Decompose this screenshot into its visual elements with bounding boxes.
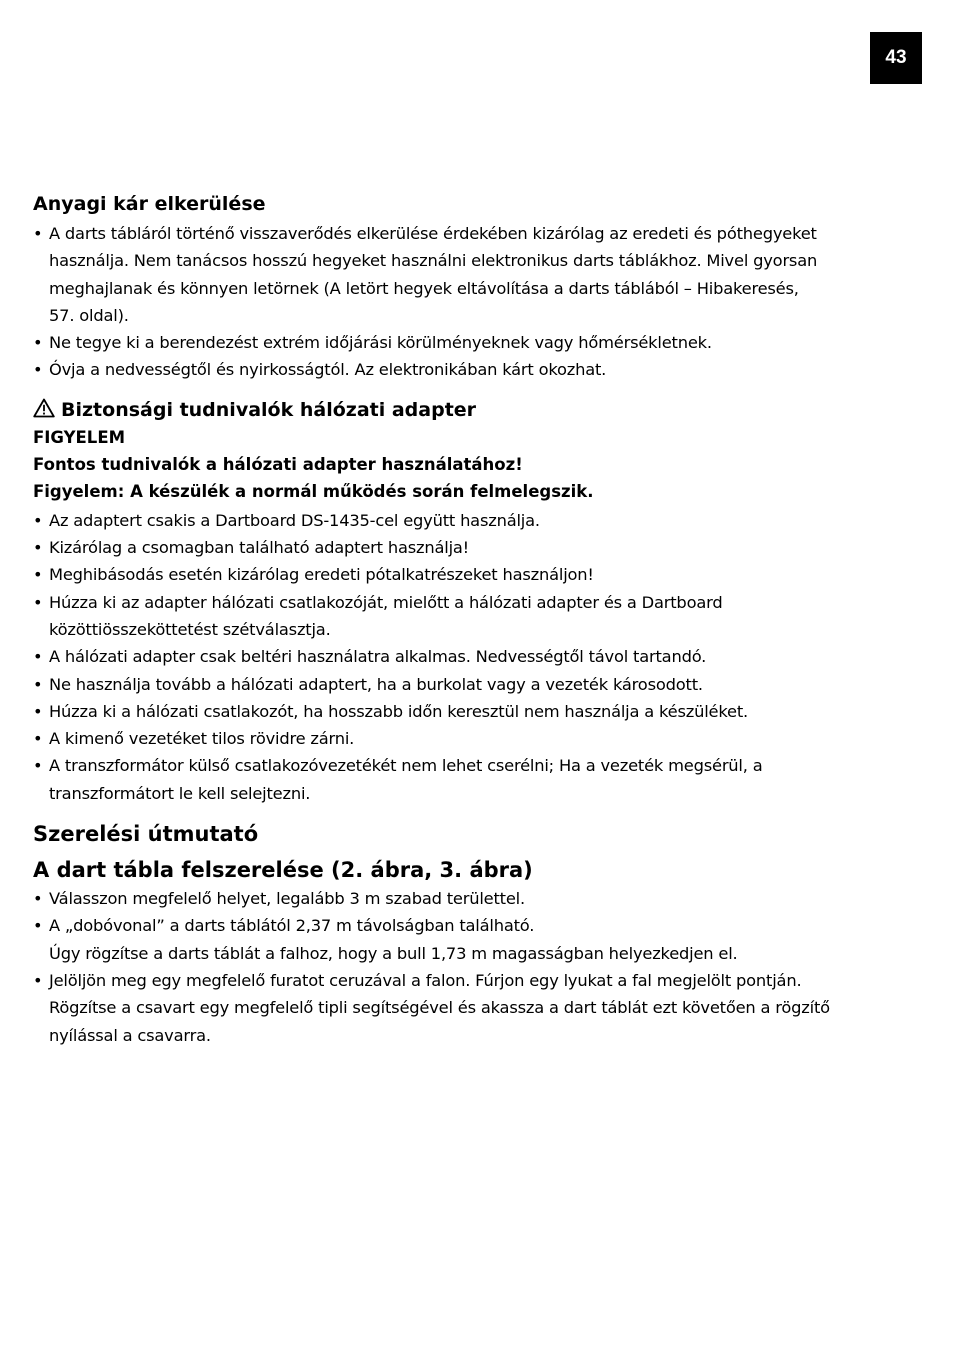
list-item-text: meghajlanak és könnyen letörnek (A letört hegyek eltávolítása a darts táblából – Hibakeresés, — [49, 278, 799, 298]
list-item — [33, 885, 913, 912]
list-item-text: használja. Nem tanácsos hosszú hegyeket használni elektronikus darts táblákhoz. Mivel gyorsan — [49, 251, 818, 271]
section-title-property-damage: Anyagi kár elkerülése — [33, 193, 266, 215]
list-item — [33, 967, 913, 1049]
list-item-text: Úgy rögzítse a darts táblát a falhoz, hogy a bull 1,73 m magasságban helyezkedjen el. — [49, 943, 738, 963]
page-content — [33, 190, 913, 1049]
list-item-text: Az adaptert csakis a Dartboard DS-1435-cel együtt használja. — [49, 510, 540, 530]
bullet: • — [33, 592, 43, 612]
notice-label: FIGYELEM — [33, 427, 126, 447]
bullet: • — [33, 647, 43, 667]
page-number: 43 — [870, 32, 922, 84]
list-item-text: Rögzítse a csavart egy megfelelő tipli segítségével és akassza a dart táblát ezt követően a rögzítő — [49, 998, 830, 1018]
subsection-title-mounting: A dart tábla felszerelése (2. ábra, 3. ábra) — [33, 858, 533, 883]
property-damage-list — [33, 220, 913, 384]
bullet: • — [33, 538, 43, 558]
list-item-text: Húzza ki a hálózati csatlakozót, ha hosszabb időn keresztül nem használja a készüléket. — [49, 701, 748, 721]
list-item — [33, 671, 913, 698]
bullet: • — [33, 360, 43, 380]
list-item — [33, 698, 913, 725]
list-item-text: Ne használja tovább a hálózati adaptert, ha a burkolat vagy a vezeték károsodott. — [49, 674, 703, 694]
bullet: • — [33, 674, 43, 694]
list-item-text: Húzza ki az adapter hálózati csatlakozóját, mielőtt a hálózati adapter és a Dartboard — [49, 592, 723, 612]
list-item-text: 57. oldal). — [49, 305, 129, 325]
list-item-text: közöttiösszeköttetést szétválasztja. — [49, 619, 331, 639]
bullet: • — [33, 756, 43, 776]
list-item-text: Jelöljön meg egy megfelelő furatot ceruzával a falon. Fúrjon egy lyukat a fal megjelölt pontján. — [49, 970, 802, 990]
list-item — [33, 561, 913, 588]
list-item-text: Kizárólag a csomagban található adaptert használja! — [49, 538, 470, 558]
list-item-text: transzformátort le kell selejtezni. — [49, 783, 311, 803]
list-item — [33, 220, 913, 329]
list-item-text: A transzformátor külső csatlakozóvezetékét nem lehet cserélni; Ha a vezeték megsérül, a — [49, 756, 763, 776]
list-item-text: Óvja a nedvességtől és nyirkosságtól. Az elektronikában kárt okozhat. — [49, 360, 607, 380]
list-item-text: A hálózati adapter csak beltéri használatra alkalmas. Nedvességtől távol tartandó. — [49, 647, 707, 667]
list-item-text: Válasszon megfelelő helyet, legalább 3 m szabad területtel. — [49, 889, 525, 909]
adapter-safety-title-text: Biztonsági tudnivalók hálózati adapter — [61, 398, 477, 421]
bullet: • — [33, 333, 43, 353]
mounting-list — [33, 885, 913, 1049]
list-item-text: A darts tábláról történő visszaverődés elkerülése érdekében kizárólag az eredeti és póthegyeket — [49, 224, 817, 243]
bullet: • — [33, 916, 43, 936]
list-item — [33, 356, 913, 383]
list-item — [33, 725, 913, 752]
list-item-text: Meghibásodás esetén kizárólag eredeti pótalkatrészeket használjon! — [49, 565, 594, 585]
warning-triangle-icon — [33, 398, 55, 418]
notice-line-2: Figyelem: A készülék a normál működés során felmelegszik. — [33, 481, 594, 501]
list-item — [33, 643, 913, 670]
bullet: • — [33, 889, 43, 909]
bullet: • — [33, 565, 43, 585]
list-item — [33, 589, 913, 644]
bullet: • — [33, 970, 43, 990]
list-item — [33, 329, 913, 356]
list-item-text: A kimenő vezetéket tilos rövidre zárni. — [49, 729, 355, 749]
section-title-installation: Szerelési útmutató — [33, 822, 259, 847]
list-item — [33, 534, 913, 561]
bullet: • — [33, 224, 43, 243]
bullet: • — [33, 729, 43, 749]
bullet: • — [33, 510, 43, 530]
list-item — [33, 752, 913, 807]
section-title-adapter-safety — [33, 396, 913, 424]
adapter-safety-list — [33, 507, 913, 807]
list-item-text: Ne tegye ki a berendezést extrém időjárási körülményeknek vagy hőmérsékletnek. — [49, 333, 712, 353]
list-item-text: nyílással a csavarra. — [49, 1025, 211, 1045]
list-item — [33, 507, 913, 534]
list-item — [33, 912, 913, 967]
bullet: • — [33, 701, 43, 721]
list-item-text: A „dobóvonal” a darts táblától 2,37 m távolságban található. — [49, 916, 535, 936]
notice-line-1: Fontos tudnivalók a hálózati adapter használatához! — [33, 454, 523, 474]
